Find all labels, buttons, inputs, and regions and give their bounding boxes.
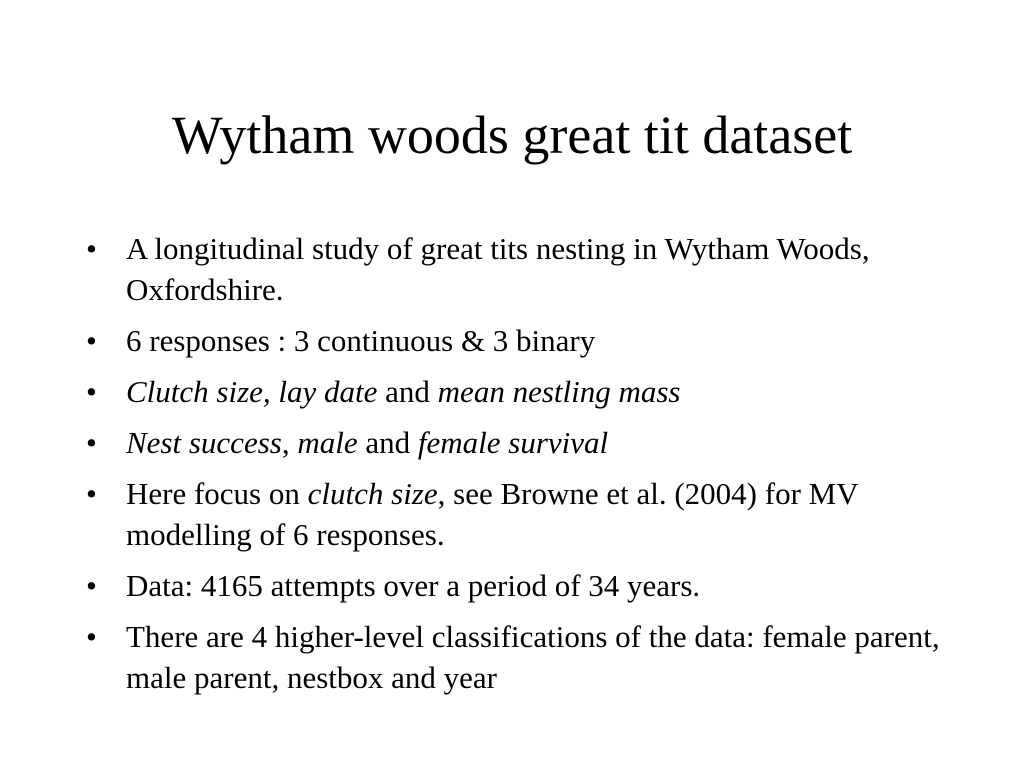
- bullet-text: There are 4 higher-level classifications of the data: female parent, male parent, nestbox and year: [126, 619, 940, 695]
- bullet-dot-icon: •: [86, 425, 97, 460]
- bullet-dot-icon: •: [86, 619, 97, 654]
- bullet-text: Here focus on: [126, 476, 308, 511]
- bullet-dot-icon: •: [86, 476, 97, 511]
- bullet-item: [86, 422, 956, 463]
- bullet-text-italic: female survival: [417, 425, 609, 460]
- bullet-dot-icon: •: [86, 374, 97, 409]
- bullet-dot-icon: •: [86, 323, 97, 358]
- bullet-item: [86, 320, 956, 361]
- bullet-text: Data: 4165 attempts over a period of 34 years.: [126, 568, 701, 603]
- bullet-text-italic: mean nestling mass: [437, 374, 681, 409]
- bullet-item: [86, 565, 956, 606]
- bullet-text-italic: clutch size: [307, 476, 438, 511]
- bullet-text-italic: male: [297, 425, 358, 460]
- bullet-text-italic: Clutch size, lay date: [126, 374, 378, 409]
- bullet-item: [86, 371, 956, 412]
- slide-title: Wytham woods great tit dataset: [171, 105, 853, 165]
- bullet-text: and: [357, 425, 418, 460]
- bullet-text-italic: Nest success: [126, 425, 282, 460]
- bullet-text: 6 responses : 3 continuous & 3 binary: [126, 323, 596, 358]
- bullet-dot-icon: •: [86, 568, 97, 603]
- bullet-text: A longitudinal study of great tits nesting in Wytham Woods, Oxfordshire.: [126, 231, 870, 307]
- bullet-item: [86, 228, 956, 310]
- bullet-item: [86, 616, 956, 698]
- bullet-item: [86, 473, 956, 555]
- bullet-text: ,: [281, 425, 298, 460]
- bullet-dot-icon: •: [86, 231, 97, 266]
- bullet-list: [86, 228, 956, 708]
- bullet-text: , see Browne et al. (2004) for MV modelling of 6 responses.: [126, 476, 859, 552]
- bullet-text: and: [377, 374, 438, 409]
